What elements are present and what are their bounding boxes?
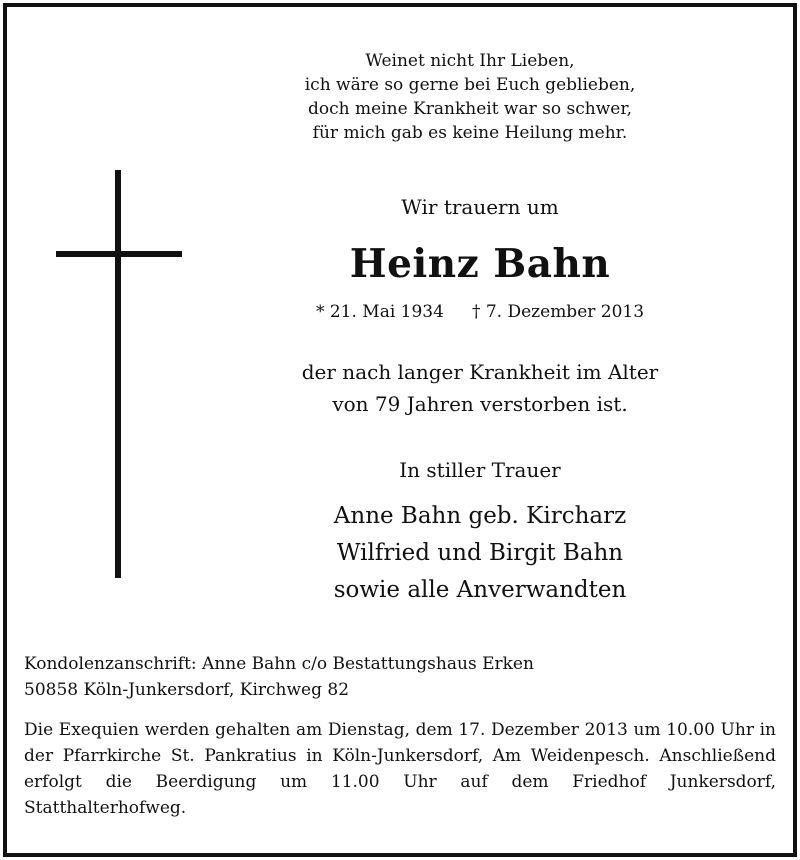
mourner: Wilfried und Birgit Bahn [336,540,624,566]
address-line: Kondolenzanschrift: Anne Bahn c/o Bestattungshaus Erken [24,654,534,674]
poem [250,49,690,145]
poem-line: für mich gab es keine Heilung mehr. [312,123,628,143]
mourner: Anne Bahn geb. Kircharz [333,503,627,529]
life-dates [260,300,700,324]
cross-icon [115,170,121,578]
cross-icon-crossbar [56,251,182,257]
poem-line: ich wäre so gerne bei Euch geblieben, [304,75,636,95]
condolence-address [24,651,776,703]
mourner: sowie alle Anverwandten [333,577,627,603]
death-description [260,356,700,420]
intro-text: Wir trauern um [401,195,559,219]
poem-line: Weinet nicht Ihr Lieben, [365,51,575,71]
mourners-list [260,498,700,609]
address-line: 50858 Köln-Junkersdorf, Kirchweg 82 [24,680,350,700]
mourning-intro: In stiller Trauer [399,458,561,482]
poem-line: doch meine Krankheit war so schwer, [308,99,632,119]
death-date: † 7. Dezember 2013 [471,302,645,322]
birth-date: * 21. Mai 1934 [315,302,444,322]
deceased-name: Heinz Bahn [349,241,611,287]
description-line: von 79 Jahren verstorben ist. [332,392,628,416]
description-line: der nach langer Krankheit im Alter [301,360,659,384]
funeral-info: Die Exequien werden gehalten am Dienstag, dem 17. Dezember 2013 um 10.00 Uhr in der Pfarrkirche St. Pankratius in Köln-Junkersdorf, Am Weidenpesch. Anschließend erfolgt die Beerdigung um 11.00 Uhr auf dem Friedhof Junkersdorf, Statthalterhofweg. [24,720,776,818]
